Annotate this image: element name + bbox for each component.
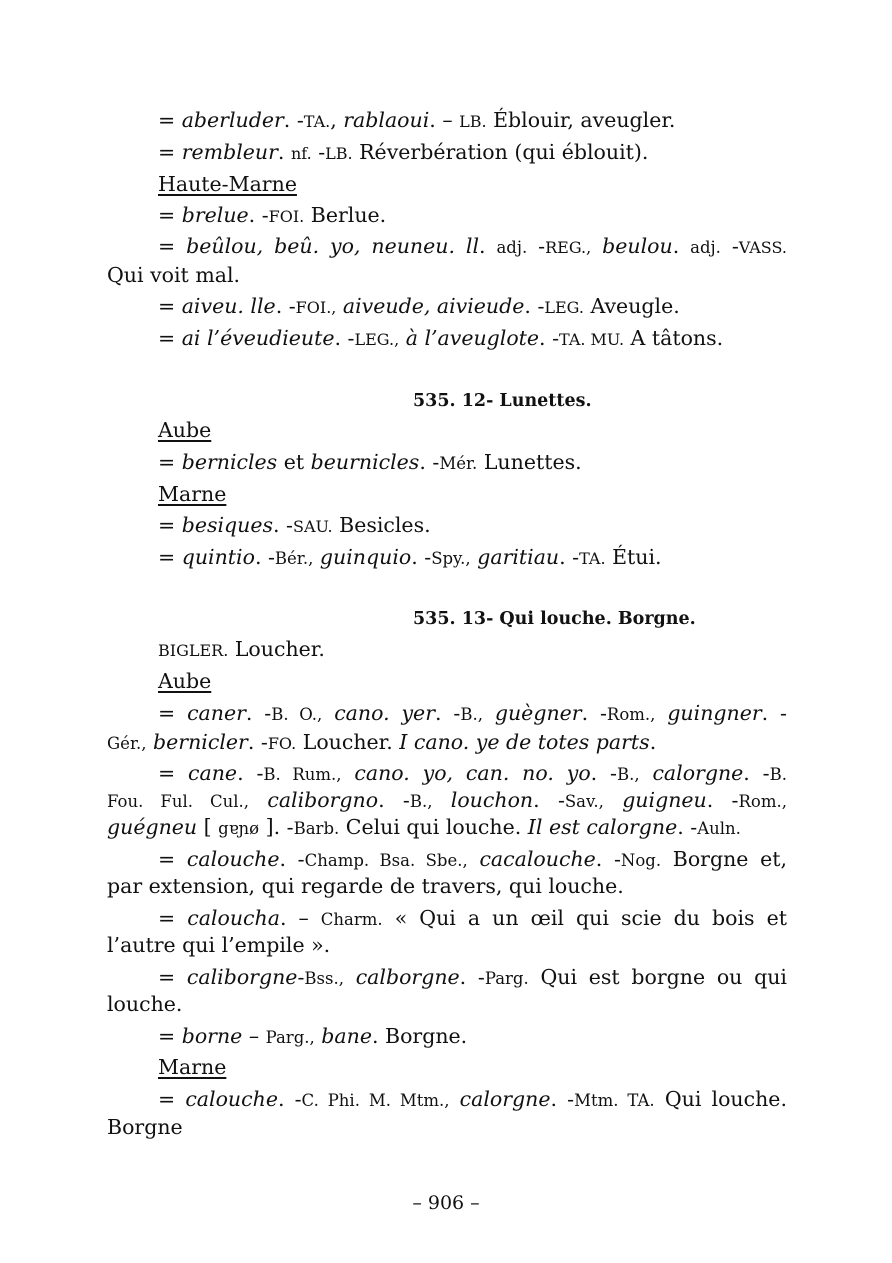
entry-beulou: = beûlou, beû. yo, neuneu. ll. adj. -REG., beulou. adj. -VASS. bbox=[158, 234, 787, 258]
entry-aiveu: = aiveu. lle. -FOI., aiveude, aivieude. -LEG. Aveugle. bbox=[158, 294, 680, 318]
entry-caliborgne-cont: louche. bbox=[107, 992, 183, 1016]
entry-aberluder: = aberluder. -TA., rablaoui. – LB. Éblouir, aveugler. bbox=[158, 108, 676, 132]
section-heading: 535. 13- Qui louche. Borgne. bbox=[413, 609, 696, 629]
entry-bernicles: = bernicles et beurnicles. -Mér. Lunettes. bbox=[158, 450, 582, 474]
entry-cane-cont: Fou. Ful. Cul., caliborgno. -B., louchon. -Sav., guigneu. -Rom., bbox=[107, 788, 787, 812]
entry-rembleur: = rembleur. nf. -LB. Réverbération (qui éblouit). bbox=[158, 140, 649, 164]
section-heading: 535. 12- Lunettes. bbox=[413, 391, 592, 411]
page-number: – 906 – bbox=[412, 1192, 480, 1214]
entry-caliborgne: = caliborgne-Bss., calborgne. -Parg. Qui est borgne ou qui bbox=[158, 965, 787, 989]
entry-bigler: BIGLER. Loucher. bbox=[158, 637, 325, 661]
entry-borne: = borne – Parg., bane. Borgne. bbox=[158, 1024, 468, 1048]
region-heading: Aube bbox=[158, 669, 212, 693]
entry-cane: = cane. -B. Rum., cano. yo, can. no. yo. -B., calorgne. -B. bbox=[158, 761, 787, 785]
entry-quintio: = quintio. -Bér., guinquio. -Spy., garitiau. -TA. Étui. bbox=[158, 545, 662, 569]
entry-beulou-cont: Qui voit mal. bbox=[107, 263, 241, 287]
entry-caloucha-cont: l’autre qui l’empile ». bbox=[107, 933, 331, 957]
entry-caner-cont: Gér., bernicler. -FO. Loucher. I cano. ye de totes parts. bbox=[107, 730, 657, 754]
region-heading: Haute-Marne bbox=[158, 172, 297, 196]
region-heading: Marne bbox=[158, 1055, 227, 1079]
entry-calouche: = calouche. -Champ. Bsa. Sbe., cacalouche. -Nog. Borgne et, bbox=[158, 847, 787, 871]
entry-brelue: = brelue. -FOI. Berlue. bbox=[158, 203, 387, 227]
entry-besiques: = besiques. -SAU. Besicles. bbox=[158, 513, 431, 537]
region-heading: Aube bbox=[158, 418, 212, 442]
entry-cane-cont2: guégneu [ gɐɲø ]. -Barb. Celui qui louche. Il est calorgne. -Auln. bbox=[107, 815, 741, 839]
entry-eveudieute: = ai l’éveudieute. -LEG., à l’aveuglote. -TA. MU. A tâtons. bbox=[158, 326, 724, 350]
entry-calouche-marne-cont: Borgne bbox=[107, 1115, 183, 1139]
entry-caloucha: = caloucha. – Charm. « Qui a un œil qui scie du bois et bbox=[158, 906, 787, 930]
entry-calouche-marne: = calouche. -C. Phi. M. Mtm., calorgne. -Mtm. TA. Qui louche. bbox=[158, 1087, 787, 1111]
region-heading: Marne bbox=[158, 482, 227, 506]
entry-calouche-cont: par extension, qui regarde de travers, qui louche. bbox=[107, 874, 624, 898]
entry-caner: = caner. -B. O., cano. yer. -B., guègner. -Rom., guingner. - bbox=[158, 701, 787, 725]
